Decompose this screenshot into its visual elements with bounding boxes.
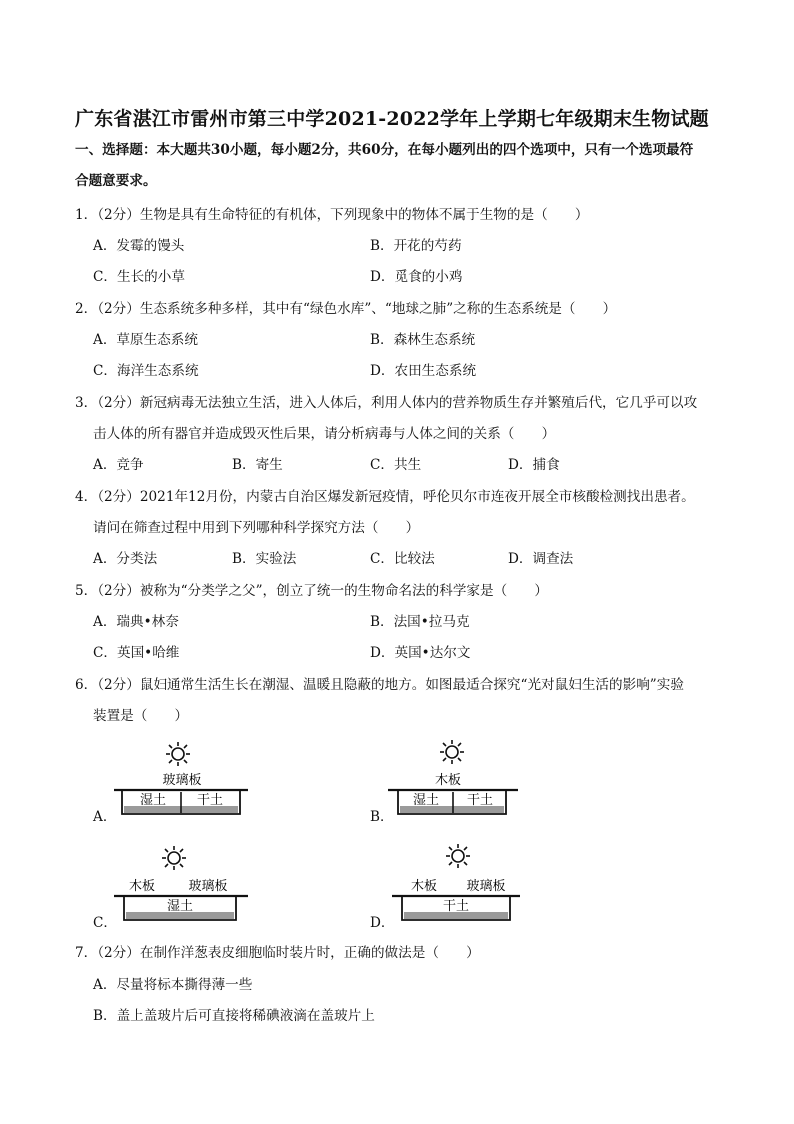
question-6-option-d: D． xyxy=(370,915,395,931)
figure-b xyxy=(386,736,526,832)
question-5-option-a: A．瑞典•林奈 xyxy=(93,614,179,630)
question-5-stem: 5．（2分）被称为“分类学之父”，创立了统一的生物命名法的科学家是（ ） xyxy=(75,583,548,599)
question-1-option-d: D．觅食的小鸡 xyxy=(370,269,463,285)
question-2-stem: 2．（2分）生态系统多种多样，其中有“绿色水库”、“地球之肺”之称的生态系统是（ ） xyxy=(75,301,617,317)
figure-c xyxy=(112,840,252,936)
section-instruction: 一、选择题：本大题共30小题，每小题2分，共60分，在每小题列出的四个选项中，只有一个选项最符 xyxy=(75,142,694,158)
question-3-option-c: C．共生 xyxy=(370,457,422,473)
question-4-option-c: C．比较法 xyxy=(370,551,435,567)
question-7-option-b: B．盖上盖玻片后可直接将稀碘液滴在盖玻片上 xyxy=(93,1008,375,1024)
question-4-option-a: A．分类法 xyxy=(93,551,158,567)
question-3-option-a: A．竞争 xyxy=(93,457,144,473)
cover-label: 木板 xyxy=(434,773,462,788)
question-6-option-a: A． xyxy=(93,809,117,825)
question-4-stem: 4．（2分）2021年12月份，内蒙古自治区爆发新冠疫情，呼伦贝尔市连夜开展全市核酸检测找出患者。 xyxy=(75,489,695,505)
question-6-stem-cont: 装置是（ ） xyxy=(93,708,189,724)
question-6-option-c: C． xyxy=(93,915,117,931)
question-2-option-d: D．农田生态系统 xyxy=(370,363,477,379)
figure-d xyxy=(386,840,526,936)
cover-label-right: 玻璃板 xyxy=(466,879,506,894)
question-2-option-c: C．海洋生态系统 xyxy=(93,363,199,379)
question-4-option-b: B．实验法 xyxy=(232,551,297,567)
question-1-stem: 1．（2分）生物是具有生命特征的有机体，下列现象中的物体不属于生物的是（ ） xyxy=(75,207,589,223)
sun-icon xyxy=(166,742,190,766)
question-2-option-b: B．森林生态系统 xyxy=(370,332,476,348)
soil-label-right: 干土 xyxy=(196,793,224,808)
soil-label: 湿土 xyxy=(166,899,194,914)
soil-label-left: 湿土 xyxy=(139,793,167,808)
soil-label-right: 干土 xyxy=(466,793,494,808)
question-7-stem: 7．（2分）在制作洋葱表皮细胞临时装片时，正确的做法是（ ） xyxy=(75,945,480,961)
soil-label-left: 湿土 xyxy=(412,793,440,808)
sun-icon xyxy=(446,844,470,868)
question-1-option-a: A．发霉的馒头 xyxy=(93,238,185,254)
question-3-option-d: D．捕食 xyxy=(508,457,560,473)
cover-label-left: 木板 xyxy=(128,879,156,894)
soil-label: 干土 xyxy=(442,899,470,914)
cover-label-left: 木板 xyxy=(410,879,438,894)
question-3-option-b: B．寄生 xyxy=(232,457,283,473)
question-7-option-a: A．尽量将标本撕得薄一些 xyxy=(93,977,253,993)
question-5-option-d: D．英国•达尔文 xyxy=(370,645,471,661)
question-4-option-d: D．调查法 xyxy=(508,551,574,567)
question-6-stem: 6．（2分）鼠妇通常生活生长在潮湿、温暖且隐蔽的地方。如图最适合探究“光对鼠妇生活的影响”实验 xyxy=(75,677,684,693)
question-1-option-c: C．生长的小草 xyxy=(93,269,185,285)
question-3-stem: 3．（2分）新冠病毒无法独立生活，进入人体后，利用人体内的营养物质生存并繁殖后代，它几乎可以攻 xyxy=(75,395,698,411)
question-5-option-b: B．法国•拉马克 xyxy=(370,614,470,630)
figure-a xyxy=(112,740,252,832)
sun-icon xyxy=(162,846,186,870)
question-6-option-b: B． xyxy=(370,809,394,825)
cover-label-right: 玻璃板 xyxy=(188,879,228,894)
sun-icon xyxy=(440,740,464,764)
question-3-stem-cont: 击人体的所有器官并造成毁灭性后果，请分析病毒与人体之间的关系（ ） xyxy=(93,426,556,442)
question-1-option-b: B．开花的芍药 xyxy=(370,238,462,254)
question-2-option-a: A．草原生态系统 xyxy=(93,332,198,348)
question-5-option-c: C．英国•哈维 xyxy=(93,645,180,661)
section-instruction-cont: 合题意要求。 xyxy=(75,173,157,189)
question-4-stem-cont: 请问在筛查过程中用到下列哪种科学探究方法（ ） xyxy=(93,520,420,536)
cover-label: 玻璃板 xyxy=(162,773,202,788)
page-title: 广东省湛江市雷州市第三中学2021-2022学年上学期七年级期末生物试题 xyxy=(75,108,709,130)
